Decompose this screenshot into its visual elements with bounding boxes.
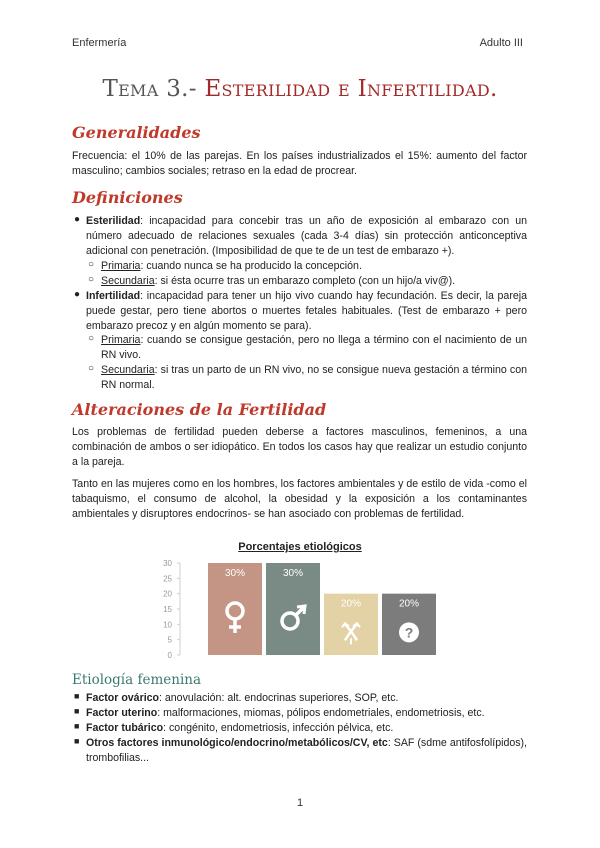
y-tick-label: 10	[163, 620, 172, 630]
bullet-square: ■	[74, 721, 80, 731]
generalidades-text: Frecuencia: el 10% de las parejas. En los países industrializados el 15%: aumento del factor masculino; cambios sociales; retraso en la edad de procrear.	[72, 150, 527, 177]
etiologia-item	[86, 736, 527, 766]
etiologia-item	[86, 721, 527, 736]
def-esterilidad	[86, 214, 527, 259]
etiologia-text: : congénito, endometriosis, infección pélvica, etc.	[163, 722, 394, 734]
etiologia-text: : anovulación: alt. endocrinas superiores, SOP, etc.	[159, 692, 399, 704]
def-infertilidad	[86, 289, 527, 334]
primaria-text: : cuando nunca se ha producido la concepción.	[140, 260, 362, 272]
term-secundaria: Secundaria	[101, 364, 155, 376]
chart-title: Porcentajes etiológicos	[238, 541, 362, 553]
bullet-circle: ○	[88, 333, 95, 344]
etiologia-term: Factor uterino	[86, 707, 158, 719]
data-label: 30%	[224, 568, 246, 579]
y-tick-label: 25	[163, 574, 172, 584]
def-infertilidad-primaria	[101, 333, 527, 363]
section-alteraciones: Alteraciones de la Fertilidad	[72, 400, 327, 419]
section-generalidades: Generalidades	[72, 123, 201, 142]
unknown-icon	[399, 622, 419, 642]
header-course: Adulto III	[479, 37, 523, 49]
etiologia-term: Factor tubárico	[86, 722, 164, 734]
primaria-text: : cuando se consigue gestación, pero no llega a término con el nacimiento de un RN vivo.	[101, 334, 527, 361]
term-primaria: Primaria	[101, 260, 141, 272]
term-secundaria: Secundaria	[101, 275, 155, 287]
y-tick-label: 15	[163, 605, 172, 614]
etiologia-term: Otros factores inmunológico/endocrino/metabólicos/CV, etc	[86, 737, 388, 749]
section-definiciones: Definiciones	[72, 188, 183, 207]
def-infertilidad-text: : incapacidad para tener un hijo vivo cuando hay fecundación. Es decir, la pareja puede gestar, pero tiene abortos o muertes fetales habituales. (Test de embarazo + pero embarazo precoz y en algún momento se para).	[86, 290, 527, 332]
def-esterilidad-text: : incapacidad para concebir tras un año de exposición al embarazo con un número adecuado de relaciones sexuales (cada 3-4 días) sin protección anticonceptiva adicional con penetración. (Imposibilidad de que te de un test de embarazo +).	[86, 215, 527, 257]
etiology-bar-chart	[150, 555, 450, 663]
secundaria-text: : si tras un parto de un RN vivo, no se consigue nueva gestación a término con RN normal.	[101, 364, 527, 391]
etiologia-text: : malformaciones, miomas, pólipos endometriales, endometriosis, etc.	[157, 707, 485, 719]
bullet-dot: ●	[74, 214, 81, 225]
y-tick-label: 0	[167, 651, 172, 660]
bullet-circle: ○	[88, 274, 95, 285]
alteraciones-paragraph-2: Tanto en las mujeres como en los hombres, los factores ambientales y de estilo de vida -como el tabaquismo, el consumo de alcohol, la obesidad y la exposición a los contaminantes ambientales y disruptores endocrinos- se han asociado con problemas de fertilidad.	[72, 478, 527, 520]
title-part-1: Tema 3.-	[102, 76, 197, 102]
section-etiologia-femenina: Etiología femenina	[72, 672, 202, 688]
svg-text:?: ?	[404, 624, 414, 641]
etiologia-item	[86, 691, 527, 706]
alteraciones-paragraph-1: Los problemas de fertilidad pueden deberse a factores masculinos, femeninos, a una combinación de ambos o ser idiopático. En todos los casos hay que realizar un estudio conjunto a la pareja.	[72, 426, 527, 468]
data-label: 30%	[282, 568, 304, 579]
etiologia-term: Factor ovárico	[86, 692, 160, 704]
page-title	[0, 76, 600, 102]
header-subject: Enfermería	[72, 37, 127, 49]
data-label: 20%	[340, 598, 362, 610]
page-number: 1	[296, 797, 304, 809]
secundaria-text: : si ésta ocurre tras un embarazo completo (con un hijo/a viv@).	[154, 275, 456, 287]
bullet-circle: ○	[88, 259, 95, 270]
def-esterilidad-secundaria	[101, 274, 527, 289]
bullet-square: ■	[74, 736, 80, 746]
etiologia-item	[86, 706, 527, 721]
term-esterilidad: Esterilidad	[86, 215, 141, 227]
y-tick-label: 5	[167, 635, 172, 645]
bullet-circle: ○	[88, 363, 95, 374]
bullet-square: ■	[74, 691, 80, 701]
def-infertilidad-secundaria	[101, 363, 527, 393]
y-tick-label: 30	[163, 559, 172, 568]
term-primaria: Primaria	[101, 334, 141, 346]
bullet-square: ■	[74, 706, 80, 716]
etiologia-text: : SAF (sdme antifosfolípidos), trombofilias...	[86, 737, 527, 764]
data-label: 20%	[398, 598, 420, 610]
bullet-dot: ●	[74, 289, 81, 300]
title-part-2: Esterilidad e Infertilidad.	[196, 76, 498, 102]
y-tick-label: 20	[163, 589, 172, 599]
def-esterilidad-primaria	[101, 259, 527, 274]
term-infertilidad: Infertilidad	[86, 290, 141, 302]
